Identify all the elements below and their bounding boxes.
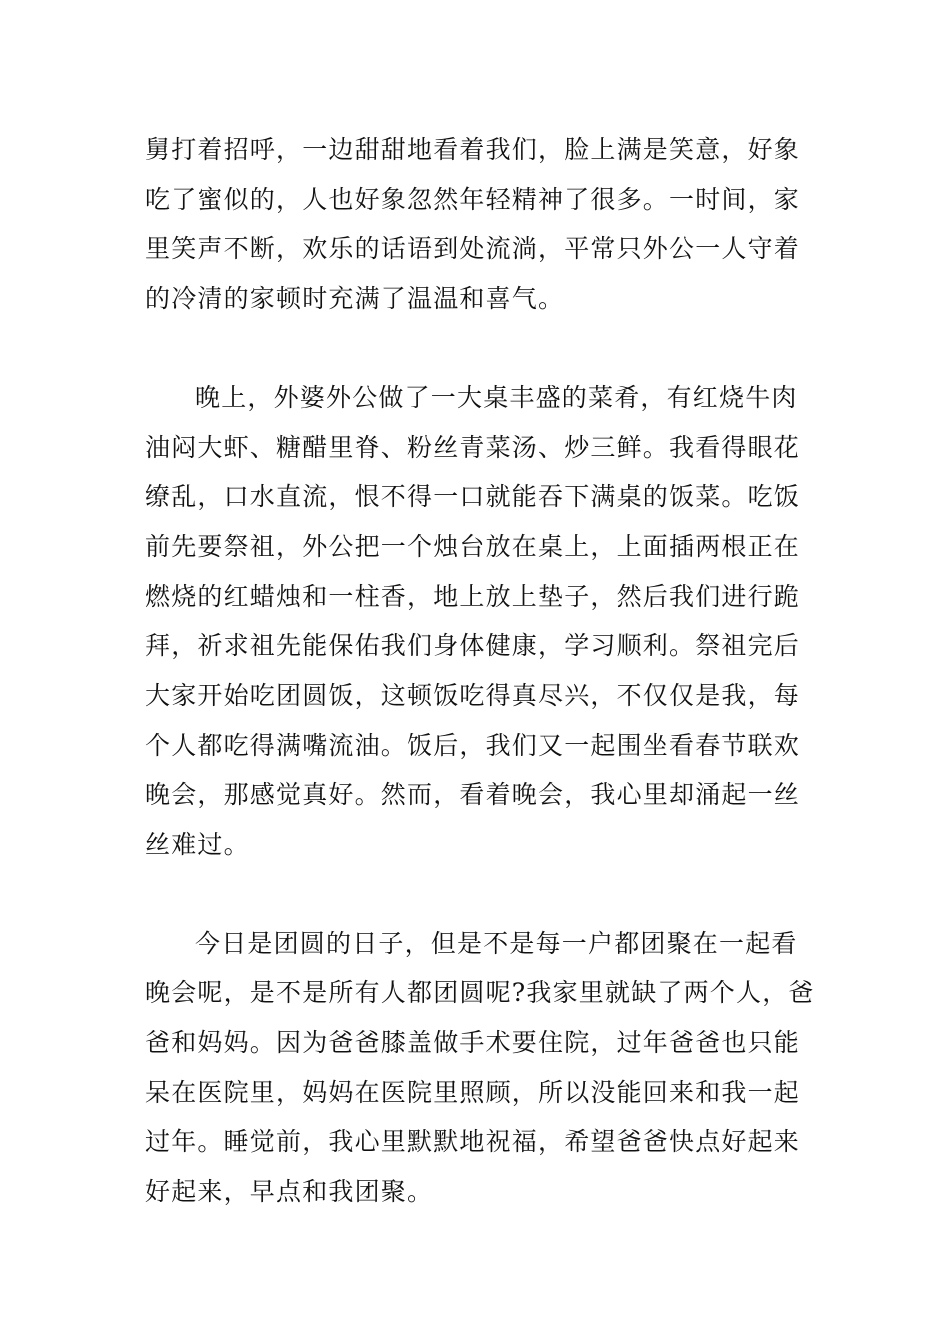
text-line: 的冷清的家顿时充满了温温和喜气。: [145, 284, 565, 313]
text-line: 拜，祈求祖先能保佑我们身体健康，学习顺利。祭祖完后: [145, 631, 801, 660]
text-line: 燃烧的红蜡烛和一柱香，地上放上垫子，然后我们进行跪: [145, 582, 801, 611]
text-line: 油闷大虾、糖醋里脊、粉丝青菜汤、炒三鲜。我看得眼花: [145, 433, 801, 462]
text-line: 过年。睡觉前，我心里默默地祝福，希望爸爸快点好起来: [145, 1127, 801, 1156]
text-line: 晚会，那感觉真好。然而，看着晚会，我心里却涌起一丝: [145, 780, 801, 809]
text-line: 爸和妈妈。因为爸爸膝盖做手术要住院，过年爸爸也只能: [145, 1028, 801, 1057]
text-line: 缭乱，口水直流，恨不得一口就能吞下满桌的饭菜。吃饭: [145, 482, 801, 511]
text-line: 舅打着招呼，一边甜甜地看着我们，脸上满是笑意，好象: [145, 135, 801, 164]
text-line: 晚上，外婆外公做了一大桌丰盛的菜肴，有红烧牛肉: [195, 383, 798, 412]
text-line: 前先要祭祖，外公把一个烛台放在桌上，上面插两根正在: [145, 532, 801, 561]
text-line: 好起来，早点和我团聚。: [145, 1177, 434, 1206]
text-line: 吃了蜜似的，人也好象忽然年轻精神了很多。一时间，家: [145, 185, 801, 214]
text-line: 里笑声不断，欢乐的话语到处流淌，平常只外公一人守着: [145, 234, 801, 263]
text-line: 晚会呢，是不是所有人都团圆呢?我家里就缺了两个人，爸: [145, 978, 815, 1007]
text-line: 大家开始吃团圆饭，这顿饭吃得真尽兴，不仅仅是我，每: [145, 681, 801, 710]
text-line: 丝难过。: [145, 830, 250, 859]
text-line: 呆在医院里，妈妈在医院里照顾，所以没能回来和我一起: [145, 1078, 801, 1107]
text-line: 今日是团圆的日子，但是不是每一户都团聚在一起看: [195, 929, 798, 958]
text-line: 个人都吃得满嘴流油。饭后，我们又一起围坐看春节联欢: [145, 731, 801, 760]
